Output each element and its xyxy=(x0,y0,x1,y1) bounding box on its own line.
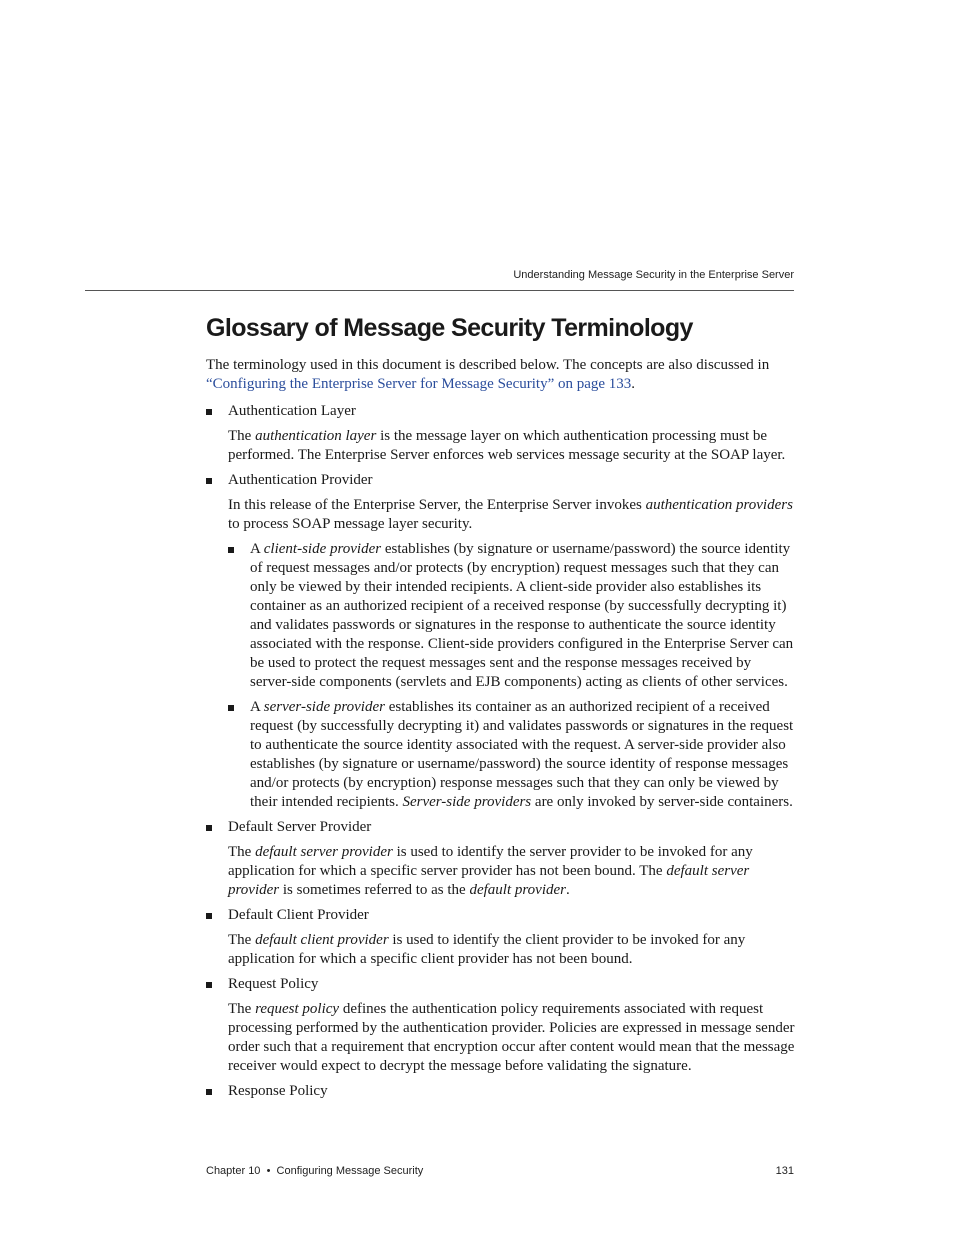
definition-text: The xyxy=(228,1001,256,1017)
glossary-term-title: Authentication Layer xyxy=(228,403,356,419)
chapter-label: Chapter 10 xyxy=(206,1165,261,1177)
sub-item-client-side-provider xyxy=(228,540,796,692)
glossary-definition xyxy=(228,1000,796,1076)
page-number: 131 xyxy=(775,1165,794,1177)
definition-text: The xyxy=(228,428,256,444)
definition-text: establishes its container as an authorized recipient of a received request (by successfully decrypting it) and validates passwords or signatures in the request to authenticate the source identity associated with the request. A server-side provider also establishes (by signature or username/password) the source identity of response messages and/or protects (by encryption) response messages such that they can only be viewed by their intended recipients. xyxy=(250,699,794,810)
square-bullet-icon xyxy=(228,705,234,711)
cross-reference-link[interactable]: “Configuring the Enterprise Server for Message Security” on page 133 xyxy=(206,376,632,392)
definition-text: defines the authentication policy requirements associated with request processing performed by the authentication provider. Policies are expressed in message sender order such that a requirement that encryption occur after content would mean that the message receiver would expect to decrypt the message before validating the signature. xyxy=(228,1001,795,1074)
square-bullet-icon xyxy=(206,913,212,919)
footer-separator: • xyxy=(266,1165,271,1177)
definition-text: . xyxy=(565,882,570,898)
italic-term: authentication layer xyxy=(255,428,377,444)
glossary-definition xyxy=(228,843,796,900)
intro-paragraph xyxy=(206,356,796,394)
square-bullet-icon xyxy=(206,409,212,415)
italic-term: server-side provider xyxy=(263,699,385,715)
intro-end: . xyxy=(631,376,636,392)
glossary-definition xyxy=(228,931,796,969)
header-rule xyxy=(85,290,794,291)
italic-term: authentication providers xyxy=(645,497,793,513)
glossary-term-title: Default Server Provider xyxy=(228,819,372,835)
section-title: Glossary of Message Security Terminology xyxy=(206,314,693,342)
page-content xyxy=(206,312,796,1107)
square-bullet-icon xyxy=(206,825,212,831)
square-bullet-icon xyxy=(206,1089,212,1095)
glossary-definition xyxy=(228,496,796,534)
glossary-definition xyxy=(228,427,796,465)
glossary-item-authentication-provider xyxy=(206,471,796,812)
sub-item-text xyxy=(250,698,796,812)
glossary-item-authentication-layer xyxy=(206,402,796,465)
sub-item-text xyxy=(250,540,796,692)
glossary-item-response-policy xyxy=(206,1082,796,1101)
definition-text: is the message layer on which authentication processing must be performed. The Enterprise Server enforces web services message security at the SOAP layer. xyxy=(228,428,786,463)
italic-term: default server provider xyxy=(255,844,393,860)
intro-text: The terminology used in this document is described below. The concepts are also discussed in xyxy=(206,357,770,373)
definition-text: is sometimes referred to as the xyxy=(279,882,470,898)
italic-term: request policy xyxy=(255,1001,340,1017)
definition-text: is used to identify the client provider to be invoked for any application for which a specific client provider has not been bound. xyxy=(228,932,746,967)
italic-term: default provider xyxy=(469,882,566,898)
glossary-item-default-client-provider xyxy=(206,906,796,969)
square-bullet-icon xyxy=(228,547,234,553)
glossary-item-default-server-provider xyxy=(206,818,796,900)
definition-text: are only invoked by server-side containers. xyxy=(531,794,793,810)
definition-text: The xyxy=(228,844,256,860)
sub-item-server-side-provider xyxy=(228,698,796,812)
definition-text: The xyxy=(228,932,256,948)
running-header: Understanding Message Security in the Enterprise Server xyxy=(513,269,794,281)
definition-text: to process SOAP message layer security. xyxy=(228,516,473,532)
glossary-term-title: Response Policy xyxy=(228,1083,328,1099)
definition-text: A xyxy=(250,699,264,715)
footer-chapter xyxy=(206,1165,423,1177)
definition-text: is used to identify the server provider to be invoked for any application for which a specific server provider has not been bound. The xyxy=(228,844,753,879)
glossary-term-title: Request Policy xyxy=(228,976,319,992)
italic-term: default server provider xyxy=(228,863,750,898)
definition-text: establishes (by signature or username/password) the source identity of request messages and/or protects (by encryption) request messages such that they can only be viewed by their intended recipients. A client-side provider also establishes its container as an authorized recipient of a received response (by successfully decrypting it) and validates passwords or signatures in the response to authenticate the source identity associated with the response. Client-side providers configured in the Enterprise Server can be used to protect the request messages sent and the response messages received by server-side components (servlets and EJB components) acting as clients of other services. xyxy=(250,541,794,690)
square-bullet-icon xyxy=(206,982,212,988)
square-bullet-icon xyxy=(206,478,212,484)
definition-text: A xyxy=(250,541,264,557)
italic-term: default client provider xyxy=(255,932,389,948)
italic-term: client-side provider xyxy=(263,541,382,557)
glossary-item-request-policy xyxy=(206,975,796,1076)
definition-text: In this release of the Enterprise Server, the Enterprise Server invokes xyxy=(228,497,646,513)
glossary-term-title: Authentication Provider xyxy=(228,472,373,488)
chapter-title: Configuring Message Security xyxy=(276,1165,424,1177)
italic-term: Server-side providers xyxy=(402,794,532,810)
glossary-term-title: Default Client Provider xyxy=(228,907,369,923)
